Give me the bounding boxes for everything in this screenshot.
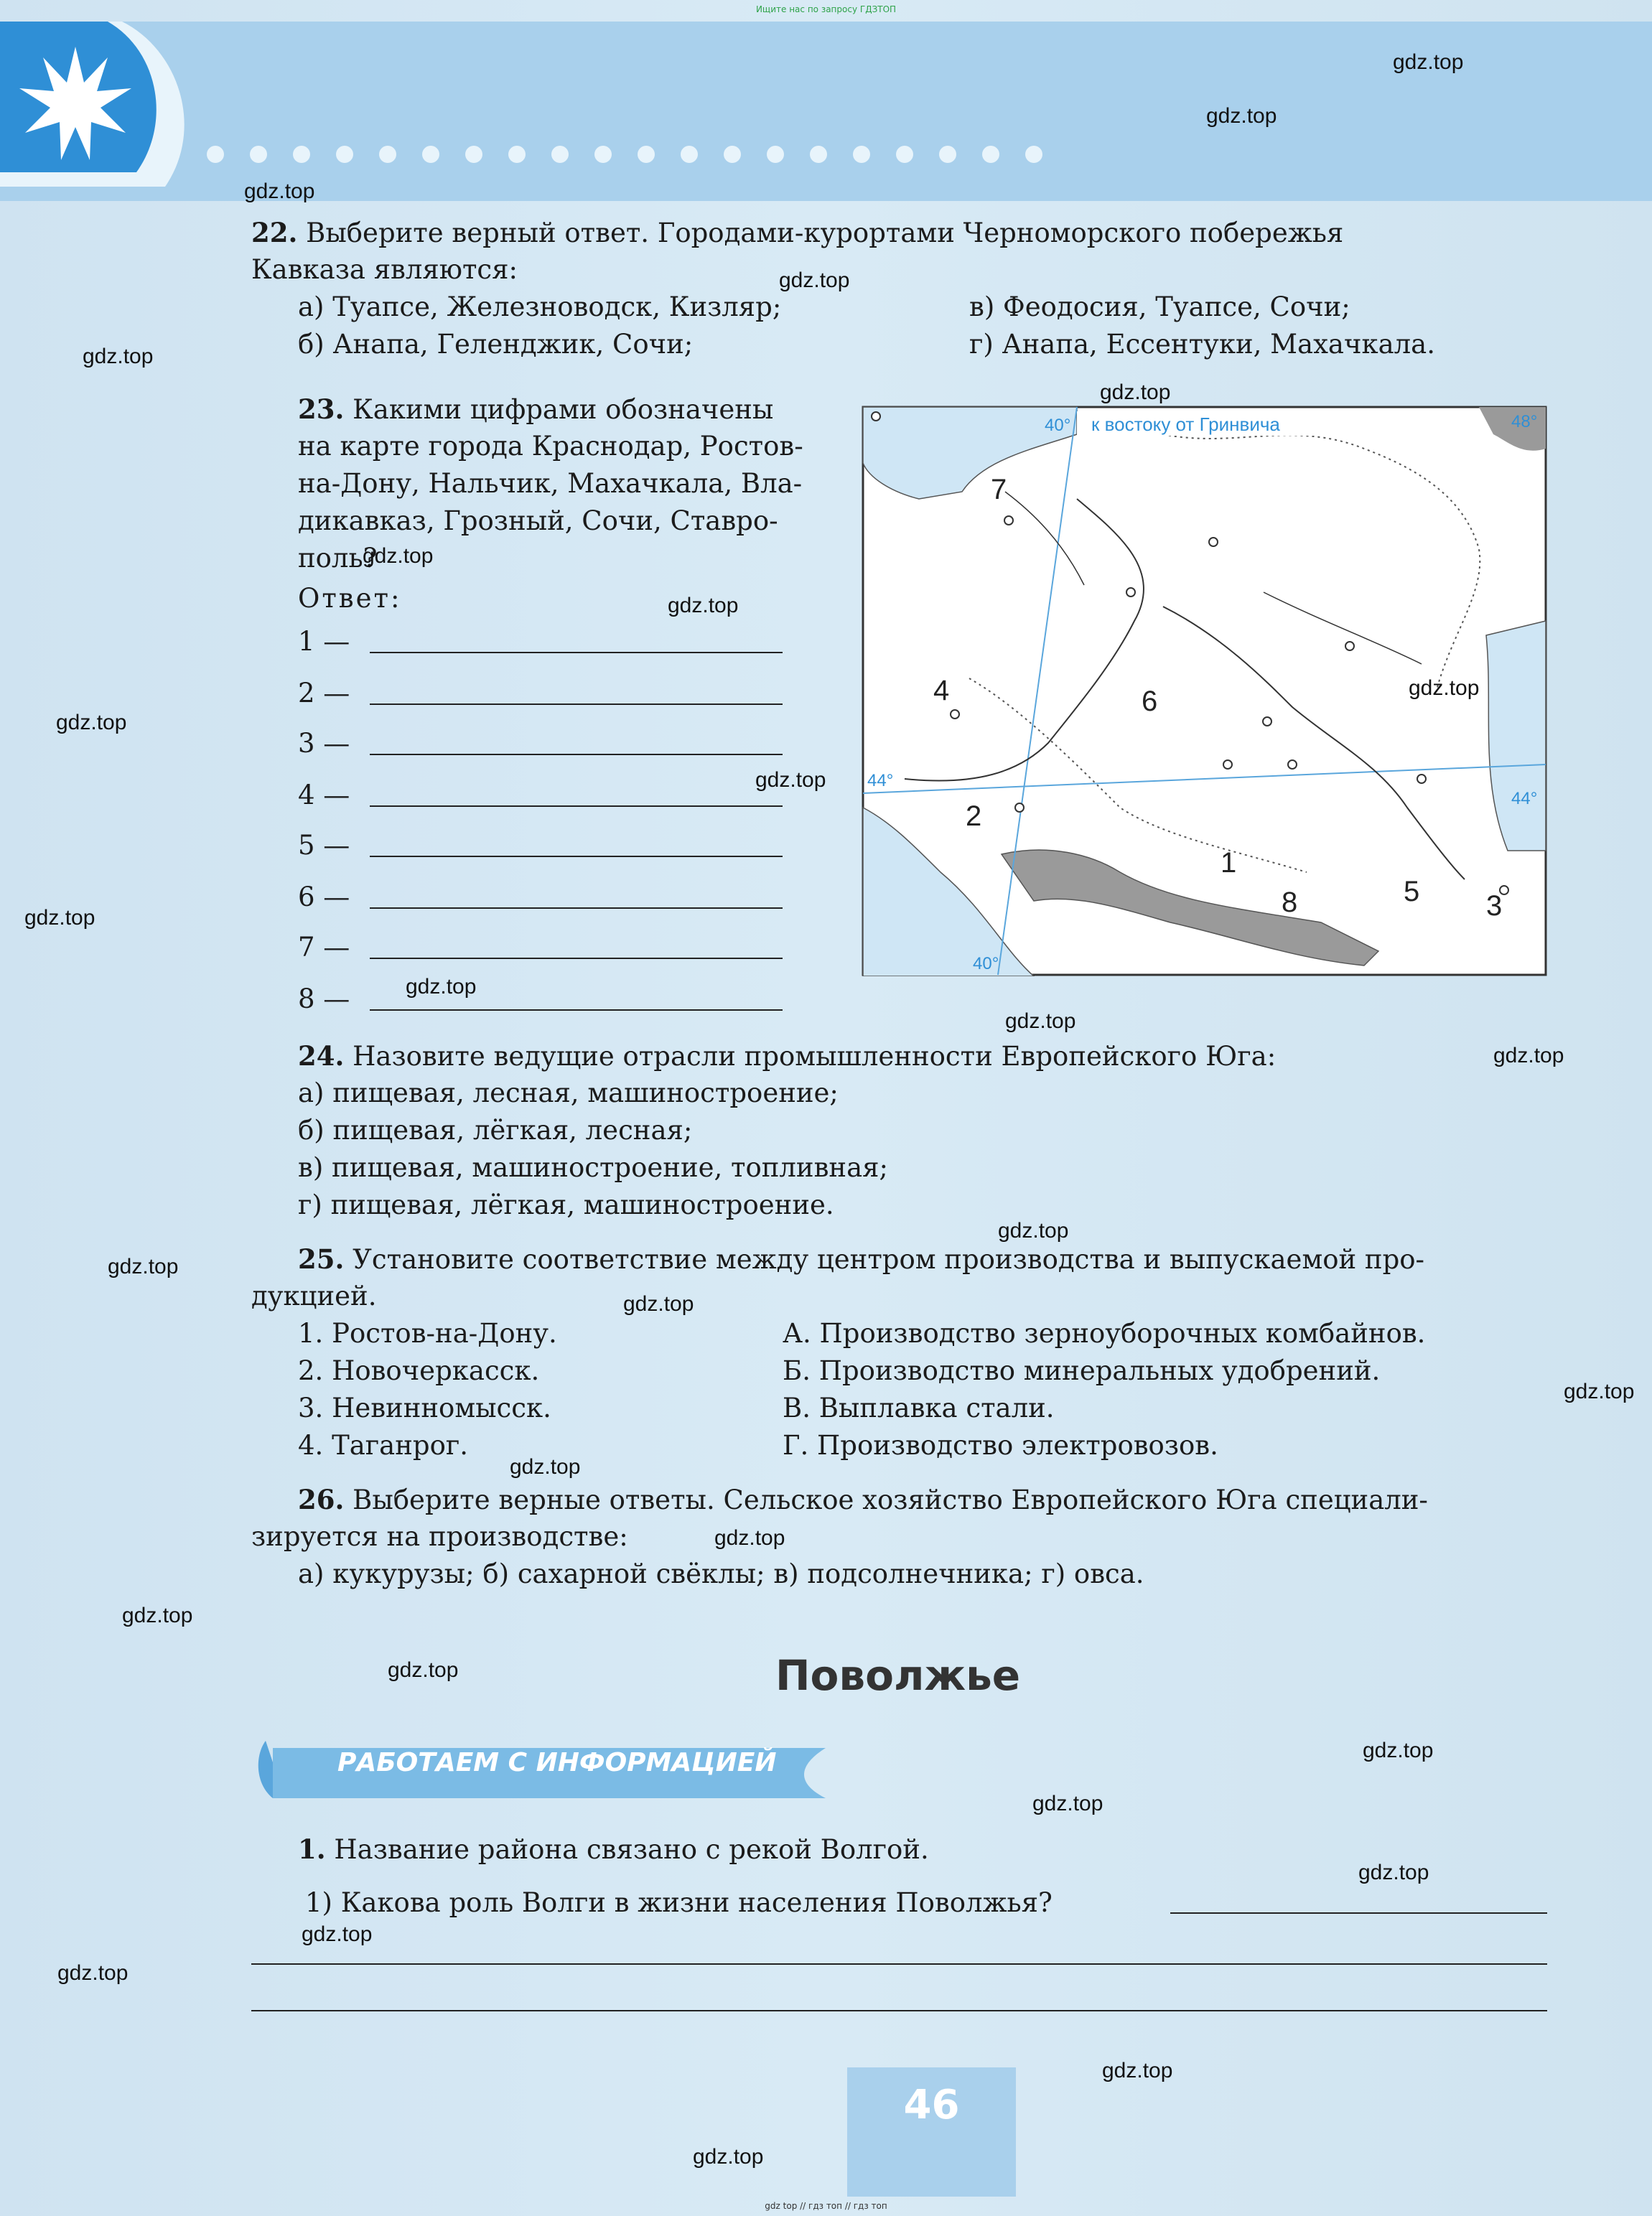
watermark: gdz.top [406,975,477,999]
section-title: Поволжье [775,1651,1021,1700]
q23-line2: на карте города Краснодар, Ростов- [298,431,803,462]
watermark: gdz.top [1206,104,1277,128]
watermark: gdz.top [1005,1009,1076,1033]
sub1-question: 1) Какова роль Волги в жизни населения Поволжья? [305,1887,1053,1918]
q23-number: 23. [298,393,345,425]
answer-line[interactable] [370,1009,783,1011]
watermark: gdz.top [510,1455,581,1479]
answer-line[interactable] [1170,1912,1547,1914]
watermark: gdz.top [302,1922,373,1946]
map-label-7: 7 [991,474,1007,505]
star-emblem-icon [0,22,208,201]
watermark: gdz.top [1393,50,1464,74]
q25-left-4: 4. Таганрог. [298,1430,469,1461]
watermark: gdz.top [57,1961,129,1985]
q22-number: 22. [251,217,298,248]
watermark: gdz.top [1363,1739,1434,1762]
watermark: gdz.top [714,1526,785,1550]
q26-line1 [298,1481,1428,1519]
watermark: gdz.top [998,1219,1069,1243]
q22-option-b: б) Анапа, Геленджик, Сочи; [298,329,694,360]
q23-line1 [298,391,773,429]
item1-text: Название района связано с рекой Волгой. [334,1834,929,1865]
answer-line[interactable] [370,958,783,959]
map-label-3: 3 [1486,890,1503,922]
watermark: gdz.top [755,768,826,792]
watermark: gdz.top [363,544,434,568]
watermark: gdz.top [1100,380,1171,404]
q26-line2: зируется на производстве: [251,1521,628,1552]
q23-line5: поль? [298,543,378,574]
answer-line[interactable] [370,907,783,909]
ribbon-text: РАБОТАЕМ С ИНФОРМАЦИЕЙ [337,1748,777,1777]
q23-line3: на-Дону, Нальчик, Махачкала, Вла- [298,468,803,499]
watermark: gdz.top [56,711,127,734]
q25-line2: дукцией. [251,1281,377,1312]
watermark: gdz.top [623,1292,694,1316]
q22-line2: Кавказа являются: [251,254,518,285]
watermark: gdz.top [1358,1861,1429,1884]
watermark: gdz.top [1409,676,1480,700]
q22-line1 [251,214,1343,252]
answer-row-8 [298,981,350,1018]
bottom-note: gdz top // гдз топ // гдз топ [765,2201,887,2211]
q26-text: Выберите верные ответы. Сельское хозяйство Европейского Юга специали- [353,1485,1428,1515]
q24-option-v: в) пищевая, машиностроение, топливная; [298,1152,888,1183]
map-lat-top-right: 48° [1511,412,1538,431]
watermark: gdz.top [388,1658,459,1682]
q24-option-g: г) пищевая, лёгкая, машиностроение. [298,1189,834,1220]
watermark: gdz.top [779,268,850,292]
map-lat-left: 44° [867,771,894,790]
answer-line[interactable] [370,703,783,705]
q22-option-g: г) Анапа, Ессентуки, Махачкала. [969,329,1435,360]
answer-line[interactable] [251,1963,1547,1965]
map-header: к востоку от Гринвича [1091,413,1280,435]
q23-answer-label: Ответ: [298,583,402,614]
q24-line1 [298,1037,1276,1075]
q25-line1 [298,1240,1424,1278]
item1-line [298,1831,929,1869]
q23-text: Какими цифрами обозначены [353,394,774,425]
answer-line[interactable] [370,754,783,755]
answer-row-label: 4 — [298,780,350,810]
q24-number: 24. [298,1040,345,1072]
q24-option-a: а) пищевая, лесная, машиностроение; [298,1077,839,1108]
map-lon-top: 40° [1045,416,1071,435]
watermark: gdz.top [1032,1792,1103,1815]
answer-row-label: 3 — [298,728,350,759]
q25-text: Установите соответствие между центром производства и выпускаемой про- [353,1244,1425,1275]
watermark: gdz.top [693,2145,764,2169]
map-label-8: 8 [1282,887,1298,918]
watermark: gdz.top [1493,1044,1564,1067]
watermark: gdz.top [122,1604,193,1627]
answer-row-label: 7 — [298,932,350,963]
answer-line[interactable] [370,856,783,857]
answer-row-label: 5 — [298,830,350,861]
item1-number: 1. [298,1833,326,1865]
q25-left-2: 2. Новочеркасск. [298,1355,540,1386]
q26-number: 26. [298,1484,345,1515]
answer-line[interactable] [370,652,783,653]
q25-right-v: В. Выплавка стали. [783,1393,1055,1423]
answer-row-7 [298,929,350,966]
q24-option-b: б) пищевая, лёгкая, лесная; [298,1115,693,1146]
answer-row-3 [298,725,350,762]
q25-right-b: Б. Производство минеральных удобрений. [783,1355,1381,1386]
map-lat-right: 44° [1511,789,1538,808]
answer-row-4 [298,777,350,814]
watermark: gdz.top [108,1255,179,1278]
watermark: gdz.top [244,179,315,203]
watermark: gdz.top [24,906,95,930]
q25-number: 25. [298,1243,345,1275]
header-band [0,22,1652,201]
watermark: gdz.top [1564,1380,1635,1403]
q25-right-a: А. Производство зерноуборочных комбайнов. [783,1318,1426,1349]
answer-row-6 [298,879,350,916]
answer-row-label: 1 — [298,626,350,657]
header-dots [201,136,1063,172]
map-label-5: 5 [1404,876,1420,907]
q23-line4: дикавказ, Грозный, Сочи, Ставро- [298,505,778,536]
answer-line[interactable] [370,805,783,807]
q22-option-v: в) Феодосия, Туапсе, Сочи; [969,291,1350,322]
q25-left-3: 3. Невинномысск. [298,1393,551,1423]
answer-line[interactable] [251,2010,1547,2011]
q22-option-a: а) Туапсе, Железноводск, Кизляр; [298,291,782,322]
top-note: Ищите нас по запросу ГДЗТОП [755,4,897,14]
answer-row-label: 6 — [298,882,350,912]
q26-options: а) кукурузы; б) сахарной свёклы; в) подсолнечника; г) овса. [298,1558,1144,1589]
watermark: gdz.top [668,594,739,617]
map-label-1: 1 [1221,847,1237,879]
map-lon-bottom: 40° [973,954,999,973]
watermark: gdz.top [1102,2059,1173,2082]
answer-row-label: 8 — [298,983,350,1014]
watermark: gdz.top [83,345,154,368]
q25-left-1: 1. Ростов-на-Дону. [298,1318,557,1349]
q22-text: Выберите верный ответ. Городами-курортами Черноморского побережья [306,218,1344,248]
answer-row-1 [298,623,350,660]
answer-row-label: 2 — [298,678,350,709]
q25-right-g: Г. Производство электровозов. [783,1430,1218,1461]
map-label-6: 6 [1142,686,1158,717]
map-label-2: 2 [966,800,982,832]
map-label-4: 4 [933,675,950,706]
answer-row-5 [298,827,350,864]
answer-row-2 [298,675,350,712]
q24-text: Назовите ведущие отрасли промышленности Европейского Юга: [353,1041,1277,1072]
page-number: 46 [903,2082,960,2128]
